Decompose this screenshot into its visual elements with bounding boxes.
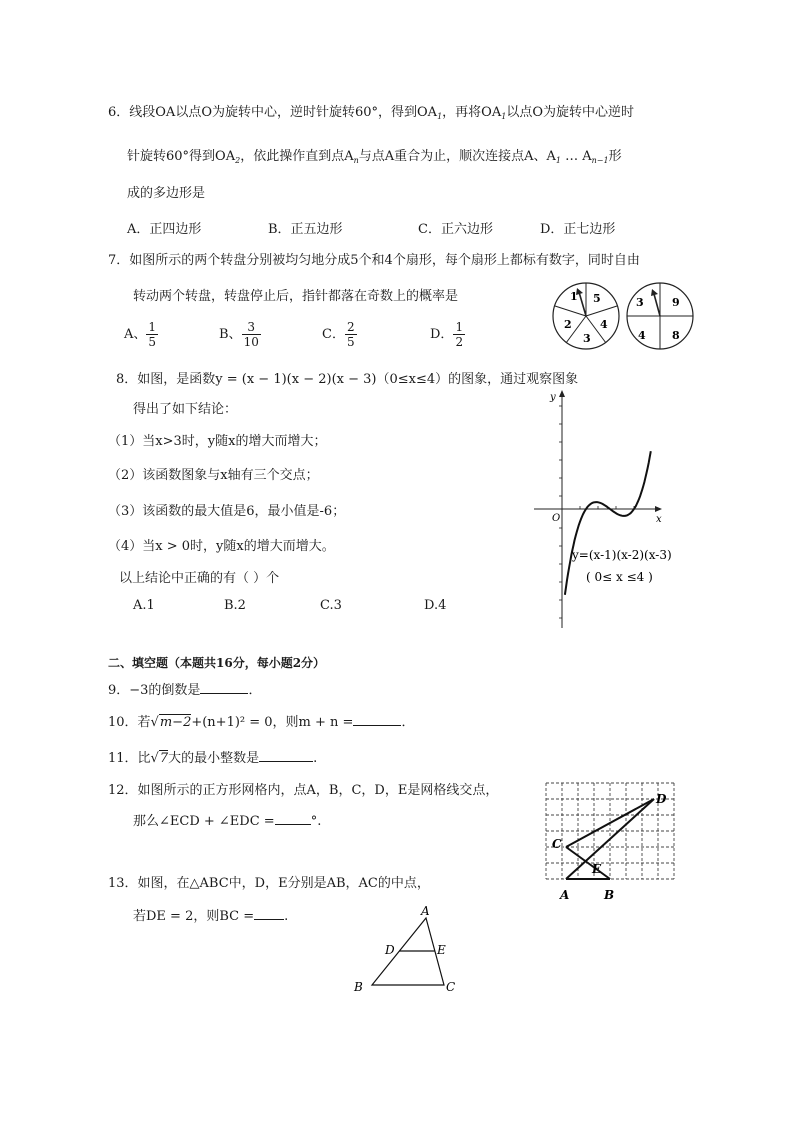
q13-line1: 13．如图，在△ABC中，D，E分别是AB，AC的中点， bbox=[108, 876, 430, 891]
q7-option-c: C． $\frac{2}{5}$ bbox=[322, 320, 355, 349]
spinners-figure bbox=[550, 278, 700, 358]
answer-blank bbox=[254, 907, 284, 920]
spinner-five-sectors bbox=[553, 283, 619, 349]
q7-line2: 转动两个转盘，转盘停止后，指针都落在奇数上的概率是 bbox=[133, 289, 459, 304]
fraction: $\frac{3}{10}$ bbox=[243, 320, 259, 349]
q7-option-d: D． $\frac{1}{2}$ bbox=[430, 320, 464, 349]
grid-figure bbox=[540, 775, 690, 911]
q7-option-a: A、 $\frac{1}{5}$ bbox=[124, 320, 157, 349]
q6-option-b: B．正五边形 bbox=[268, 222, 343, 237]
sqrt-sign: √ bbox=[150, 715, 159, 730]
q8-question: 以上结论中正确的有（ ）个 bbox=[119, 571, 280, 586]
q6-line1: 6．线段OA以点O为旋转中心，逆时针旋转60°，得到$OA_1$，再将$OA_1$以点O为旋转中心逆时 bbox=[108, 105, 634, 121]
sector-label: 4 bbox=[600, 318, 608, 331]
spinner-four-sectors bbox=[627, 283, 693, 349]
sector-label: 5 bbox=[593, 292, 601, 305]
q9: 9．−3的倒数是 ． bbox=[108, 683, 262, 698]
q10: 10．若√m−2+(n+1)² = 0，则m + n = ． bbox=[108, 715, 415, 730]
graph-equation-label: y=(x-1)(x-2)(x-3) bbox=[572, 548, 672, 562]
origin-label: O bbox=[552, 513, 561, 524]
sector-label: 8 bbox=[672, 329, 680, 342]
point-B-label: B bbox=[604, 888, 615, 902]
sector-label: 9 bbox=[672, 296, 680, 309]
y-axis-label: y bbox=[550, 392, 556, 403]
q6-option-c: C．正六边形 bbox=[418, 222, 493, 237]
x-axis-label: x bbox=[656, 514, 662, 525]
answer-blank bbox=[200, 681, 248, 694]
q8-line2: 得出了如下结论： bbox=[133, 402, 238, 417]
point-D-label: D bbox=[656, 792, 667, 806]
q13-line2: 若DE = 2，则BC = . bbox=[133, 909, 289, 924]
graph-domain-label: ( 0≤ x ≤4 ) bbox=[586, 570, 653, 584]
q6-line3: 成的多边形是 bbox=[127, 186, 206, 201]
q8-conclusion-3: （3）该函数的最大值是6，最小值是-6； bbox=[108, 504, 346, 519]
q8-option-b: B.2 bbox=[224, 598, 246, 613]
q11: 11．比√7大的最小整数是 . bbox=[108, 751, 318, 766]
point-C-label: C bbox=[552, 837, 562, 851]
function-graph bbox=[530, 388, 700, 630]
q8-conclusion-4: （4）当x > 0时，y随x的增大而增大。 bbox=[108, 539, 335, 554]
q12-line2: 那么∠ECD + ∠EDC = °. bbox=[133, 814, 322, 829]
section-2-title: 二、填空题（本题共16分，每小题2分） bbox=[108, 656, 326, 670]
answer-blank bbox=[275, 812, 311, 825]
q8-option-c: C.3 bbox=[320, 598, 342, 613]
sector-label: 3 bbox=[583, 332, 591, 345]
answer-blank bbox=[259, 749, 313, 762]
fraction: $\frac{1}{2}$ bbox=[455, 320, 464, 349]
sector-label: 3 bbox=[636, 296, 644, 309]
q8-option-d: D.4 bbox=[424, 598, 447, 613]
point-A-label: A bbox=[560, 888, 570, 902]
sector-label: 1 bbox=[570, 290, 578, 303]
point-E-label: E bbox=[437, 943, 446, 957]
q8-option-a: A.1 bbox=[133, 598, 155, 613]
triangle-figure bbox=[348, 903, 468, 998]
fraction: $\frac{2}{5}$ bbox=[346, 320, 355, 349]
q7-line1: 7．如图所示的两个转盘分别被均匀地分成5个和4个扇形，每个扇形上都标有数字，同时自由 bbox=[108, 253, 640, 268]
point-E-label: E bbox=[592, 862, 602, 876]
vertex-C-label: C bbox=[446, 980, 456, 994]
q6-line2: 针旋转60°得到$OA_2$，依此操作直到点$A_n$与点A重合为止，顺次连接点A、$A_1$ … $A_{n-1}$形 bbox=[127, 149, 622, 165]
pointer-arrow bbox=[579, 292, 586, 316]
q8-line1: 8．如图，是函数y = (x − 1)(x − 2)(x − 3)（0≤x≤4）的图象，通过观察图象 bbox=[116, 372, 579, 387]
q7-option-b: B、 $\frac{3}{10}$ bbox=[219, 320, 259, 349]
vertex-A-label: A bbox=[421, 904, 430, 918]
sector-label: 2 bbox=[564, 318, 572, 331]
q12-line1: 12．如图所示的正方形网格内，点A，B，C，D，E是网格线交点， bbox=[108, 783, 499, 798]
fraction: $\frac{1}{5}$ bbox=[148, 320, 157, 349]
answer-blank bbox=[353, 713, 401, 726]
q6-option-d: D．正七边形 bbox=[540, 222, 616, 237]
point-D-label: D bbox=[385, 943, 395, 957]
q8-conclusion-1: （1）当x>3时，y随x的增大而增大； bbox=[108, 434, 327, 449]
q8-conclusion-2: （2）该函数图象与x轴有三个交点； bbox=[108, 468, 319, 483]
q6-option-a: A．正四边形 bbox=[127, 222, 202, 237]
sector-label: 4 bbox=[638, 329, 646, 342]
sqrt-sign: √ bbox=[150, 751, 159, 766]
vertex-B-label: B bbox=[354, 980, 363, 994]
pointer-arrow bbox=[654, 294, 660, 316]
